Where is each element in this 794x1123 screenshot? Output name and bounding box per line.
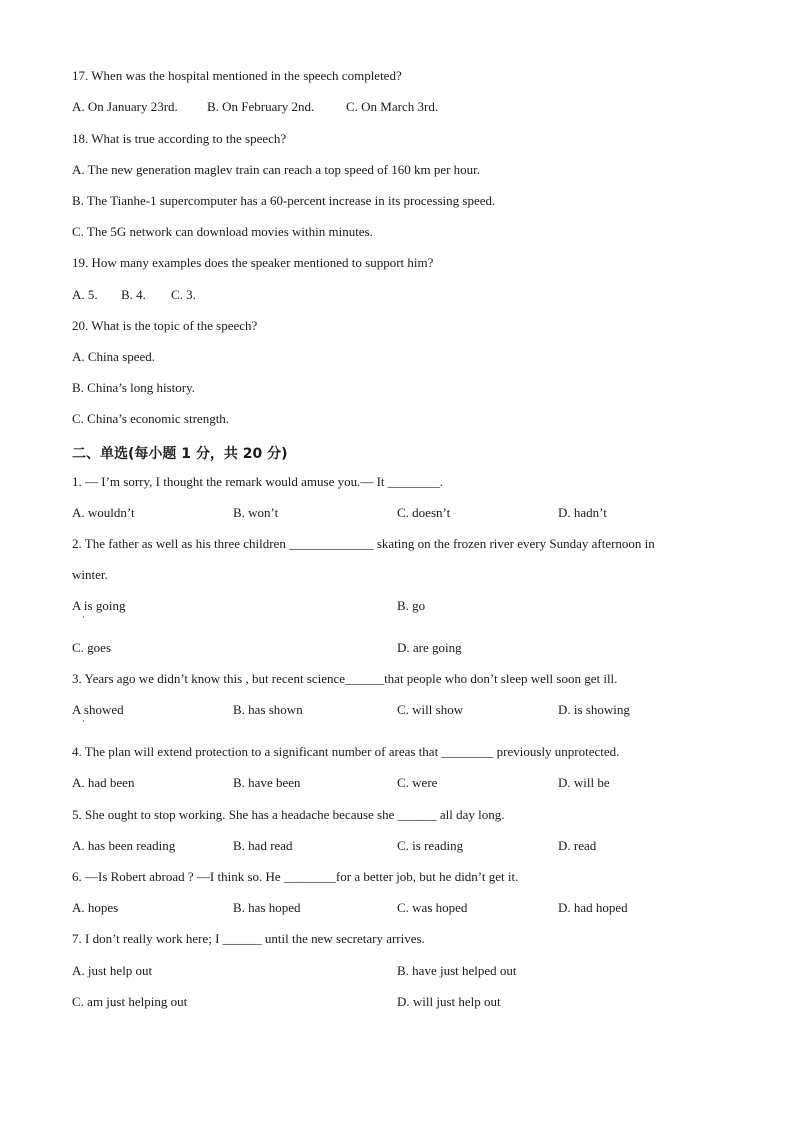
- q20-option-a: A. China speed.: [72, 349, 156, 364]
- q6-option-c: C. was hoped: [397, 900, 468, 915]
- q7-option-b: B. have just helped out: [397, 963, 517, 978]
- q1-option-d: D. hadn’t: [558, 505, 607, 520]
- q17-option-c: C. On March 3rd.: [346, 99, 439, 114]
- q1-option-a: A. wouldn’t: [72, 505, 135, 520]
- q4-option-b: B. have been: [233, 775, 301, 790]
- q4-option-d: D. will be: [558, 775, 610, 790]
- section-heading: 二、单选(每小题 1 分，共 20 分): [72, 446, 288, 462]
- q7-option-d: D. will just help out: [397, 994, 501, 1009]
- grammar-q1-stem: 1. — I’m sorry, I thought the remark would amuse you.— It ________.: [72, 474, 444, 489]
- q5-option-b: B. had read: [233, 838, 293, 853]
- q3-option-c: C. will show: [397, 702, 464, 717]
- q2-option-a: A is going: [72, 598, 126, 613]
- q2-option-d: D. are going: [397, 640, 462, 655]
- q2-option-c: C. goes: [72, 640, 111, 655]
- q19-option-a: A. 5.: [72, 287, 98, 302]
- q19-option-c: C. 3.: [171, 287, 196, 302]
- grammar-q3-stem: 3. Years ago we didn’t know this , but recent science______that people who don’t sleep well soon get ill.: [72, 671, 618, 686]
- q5-option-c: C. is reading: [397, 838, 464, 853]
- grammar-q5-stem: 5. She ought to stop working. She has a headache because she ______ all day long.: [72, 807, 505, 822]
- question-18: 18. What is true according to the speech?: [72, 131, 287, 146]
- q7-option-a: A. just help out: [72, 963, 153, 978]
- q6-option-b: B. has hoped: [233, 900, 301, 915]
- q17-option-b: B. On February 2nd.: [207, 99, 315, 114]
- q3-option-b: B. has shown: [233, 702, 303, 717]
- q18-option-c: C. The 5G network can download movies within minutes.: [72, 224, 373, 239]
- grammar-q2-stem-line2: winter.: [72, 567, 108, 582]
- question-20: 20. What is the topic of the speech?: [72, 318, 258, 333]
- q2-option-b: B. go: [397, 598, 426, 613]
- question-17: 17. When was the hospital mentioned in the speech completed?: [72, 68, 402, 83]
- q6-option-a: A. hopes: [72, 900, 119, 915]
- q5-option-d: D. read: [558, 838, 597, 853]
- q18-option-a: A. The new generation maglev train can reach a top speed of 160 km per hour.: [72, 162, 481, 177]
- q19-option-b: B. 4.: [121, 287, 146, 302]
- grammar-q6-stem: 6. —Is Robert abroad ? —I think so. He ________for a better job, but he didn’t get it.: [72, 869, 519, 884]
- q1-option-c: C. doesn’t: [397, 505, 451, 520]
- q18-option-b: B. The Tianhe-1 supercomputer has a 60-percent increase in its processing speed.: [72, 193, 496, 208]
- q17-option-a: A. On January 23rd.: [72, 99, 178, 114]
- q5-option-a: A. has been reading: [72, 838, 176, 853]
- q20-option-b: B. China’s long history.: [72, 380, 196, 395]
- q1-option-b: B. won’t: [233, 505, 279, 520]
- q3-option-d: D. is showing: [558, 702, 630, 717]
- q6-option-d: D. had hoped: [558, 900, 628, 915]
- punctuation-dot: ·: [82, 716, 85, 726]
- question-19: 19. How many examples does the speaker mentioned to support him?: [72, 255, 434, 270]
- punctuation-dot: ·: [82, 612, 85, 622]
- grammar-q4-stem: 4. The plan will extend protection to a significant number of areas that ________ previously unprotected.: [72, 744, 620, 759]
- grammar-q2-stem-line1: 2. The father as well as his three children _____________ skating on the frozen river every Sunday afternoon in: [72, 536, 655, 551]
- q4-option-a: A. had been: [72, 775, 135, 790]
- q4-option-c: C. were: [397, 775, 438, 790]
- q7-option-c: C. am just helping out: [72, 994, 188, 1009]
- grammar-q7-stem: 7. I don’t really work here; I ______ until the new secretary arrives.: [72, 931, 425, 946]
- q20-option-c: C. China’s economic strength.: [72, 411, 230, 426]
- q3-option-a: A showed: [72, 702, 124, 717]
